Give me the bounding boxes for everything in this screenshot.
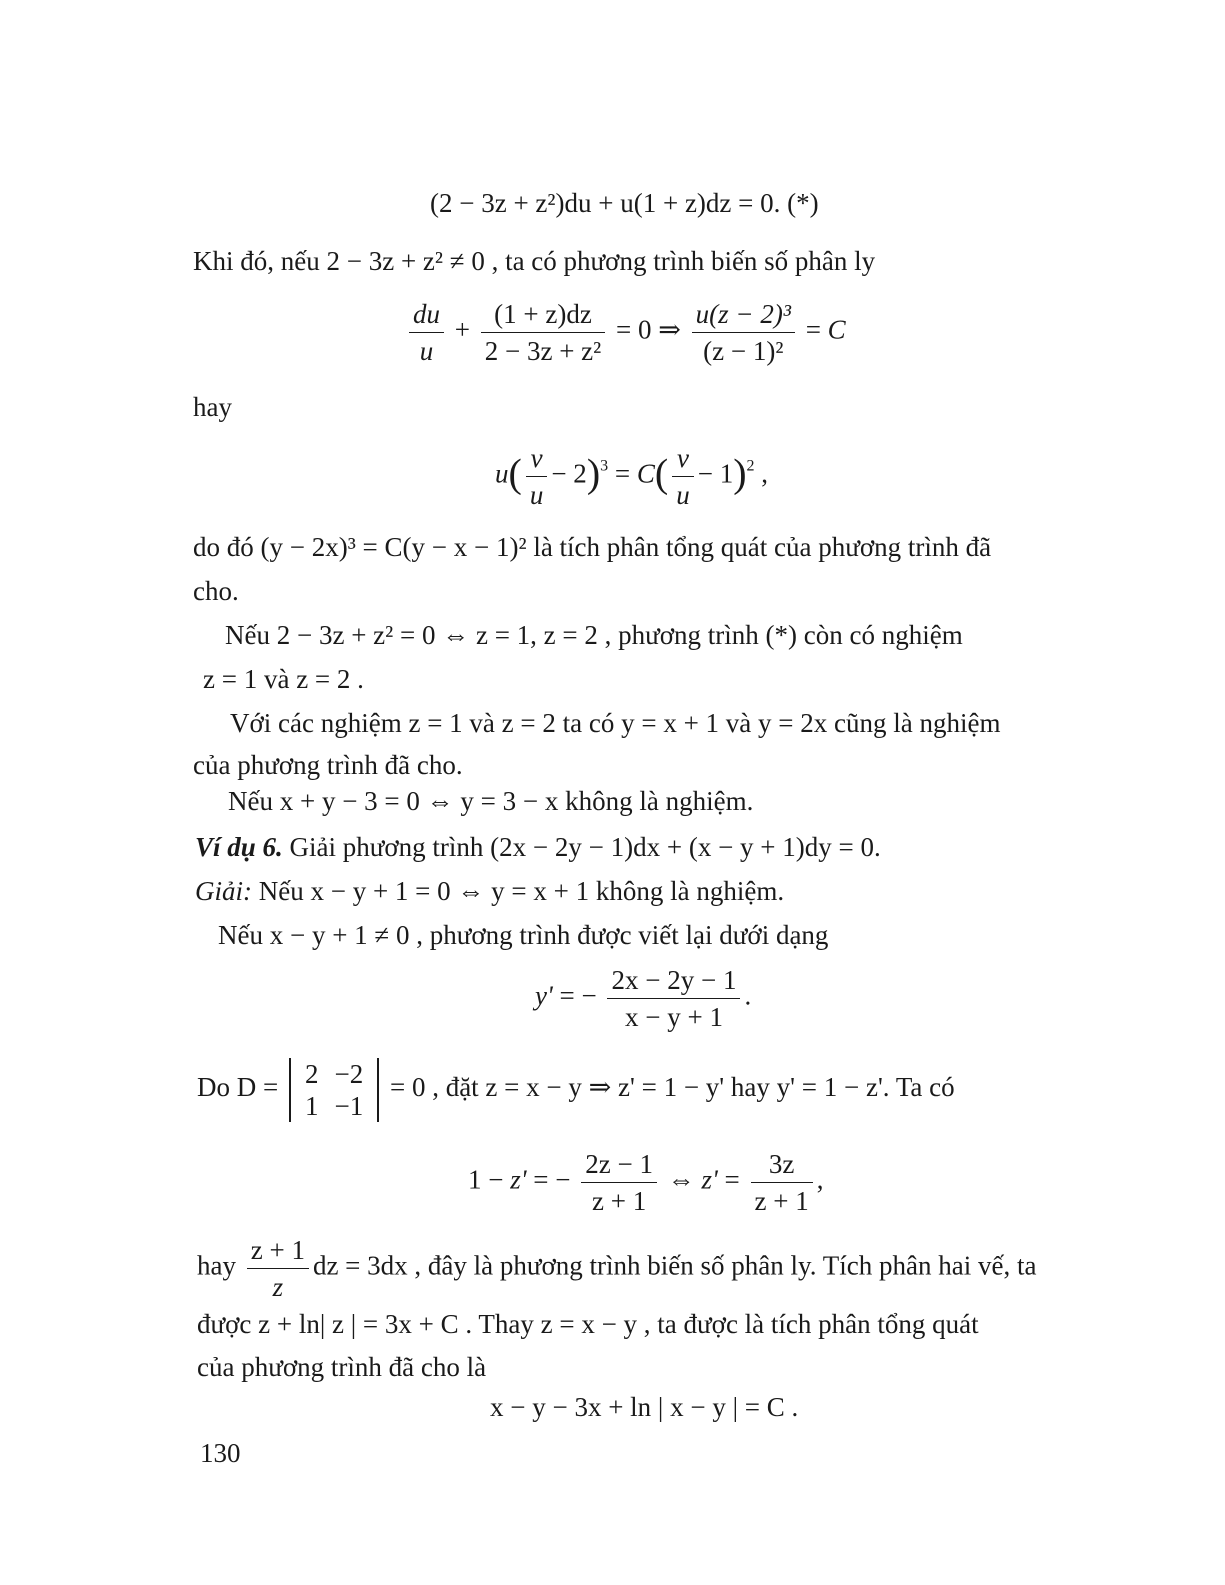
- equation-y-prime: y' = − $\frac{2x - 2y - 1}{x - y + 1}$ .: [535, 962, 751, 1035]
- solution-line: [195, 874, 784, 908]
- example-6-heading: [195, 830, 881, 864]
- solution-text: Nếu x − y + 1 = 0 ⇔ y = x + 1 không là nghiệm.: [252, 876, 785, 906]
- example-text: Giải phương trình (2x − 2y − 1)dx + (x − y + 1)dy = 0.: [282, 832, 881, 862]
- paragraph-neu-2: Nếu x + y − 3 = 0 ⇔ y = 3 − x không là nghiệm.: [228, 786, 754, 816]
- fraction-dz: $\frac{(1 + z)dz}{\text{2 − 3z + z²}}$: [481, 296, 606, 369]
- paragraph-cho: cho.: [193, 576, 239, 606]
- paragraph-neu-3: Nếu x − y + 1 ≠ 0 , phương trình được viết lại dưới dạng: [218, 920, 829, 950]
- fraction-solution: $\frac{\text{u(z − 2)³}}{\text{(z − 1)²}}$: [692, 296, 795, 369]
- determinant-matrix: 2 −2 1 −1: [289, 1058, 379, 1122]
- paragraph-do-do: do đó (y − 2x)³ = C(y − x − 1)² là tích phân tổng quát của phương trình đã: [193, 532, 992, 562]
- paragraph-voi: Với các nghiệm z = 1 và z = 2 ta có y = x + 1 và y = 2x cũng là nghiệm: [230, 708, 1001, 738]
- fraction-du-u: $\frac{du}{u}$: [409, 296, 444, 369]
- equation-star: (2 − 3z + z²)du + u(1 + z)dz = 0. (*): [430, 188, 819, 218]
- fraction-y-prime: $\frac{2x - 2y - 1}{x - y + 1}$: [607, 962, 740, 1035]
- equation-final: x − y − 3x + ln | x − y | = C .: [490, 1392, 799, 1422]
- equation-z-prime: 1 − z' = − $\frac{2z - 1}{z + 1}$ ⇔ z' = $\frac{3z}{z + 1}$ ,: [468, 1146, 823, 1219]
- equation-substituted: u( $\frac{v}{u}$ − 2)$^3$ = C( $\frac{v}{u}$ − 1)$^2$ ,: [495, 440, 768, 513]
- equation-separable: $\frac{du}{u}$ + $\frac{(1 + z)dz}{\text{2 − 3z + z²}}$ = 0 ⇒ $\frac{\text{u(z − 2)³}}{\text{(z − 1)²}}$ = C: [405, 296, 846, 369]
- fraction-z-a: $\frac{2z - 1}{z + 1}$: [581, 1146, 657, 1219]
- solution-label: Giải:: [195, 876, 252, 906]
- paragraph-determinant: Do D = 2 −2 1 −1 = 0 , đặt z = x − y ⇒ z' = 1 − y' hay y' = 1 − z'. Ta có: [197, 1059, 955, 1121]
- paragraph-voi-b: của phương trình đã cho.: [193, 750, 463, 780]
- paragraph-separable: Khi đó, nếu 2 − 3z + z² ≠ 0 , ta có phương trình biến số phân ly: [193, 246, 876, 276]
- paragraph-cua-pt: của phương trình đã cho là: [197, 1352, 487, 1382]
- page-number: 130: [200, 1438, 241, 1468]
- paragraph-duoc: được z + ln| z | = 3x + C . Thay z = x − y , ta được là tích phân tổng quát: [197, 1309, 979, 1339]
- paragraph-neu-1b: z = 1 và z = 2 .: [203, 664, 364, 694]
- word-hay: hay: [193, 392, 232, 422]
- paragraph-neu-1: Nếu 2 − 3z + z² = 0 ⇔ z = 1, z = 2 , phương trình (*) còn có nghiệm: [225, 620, 963, 650]
- fraction-hay: $\frac{z + 1}{z}$: [247, 1232, 309, 1305]
- paragraph-hay-2: hay $\frac{z + 1}{z}$ dz = 3dx , đây là phương trình biến số phân ly. Tích phân hai vế, ta: [197, 1232, 1036, 1305]
- fraction-z-b: $\frac{3z}{z + 1}$: [751, 1146, 813, 1219]
- example-label: Ví dụ 6.: [195, 832, 283, 862]
